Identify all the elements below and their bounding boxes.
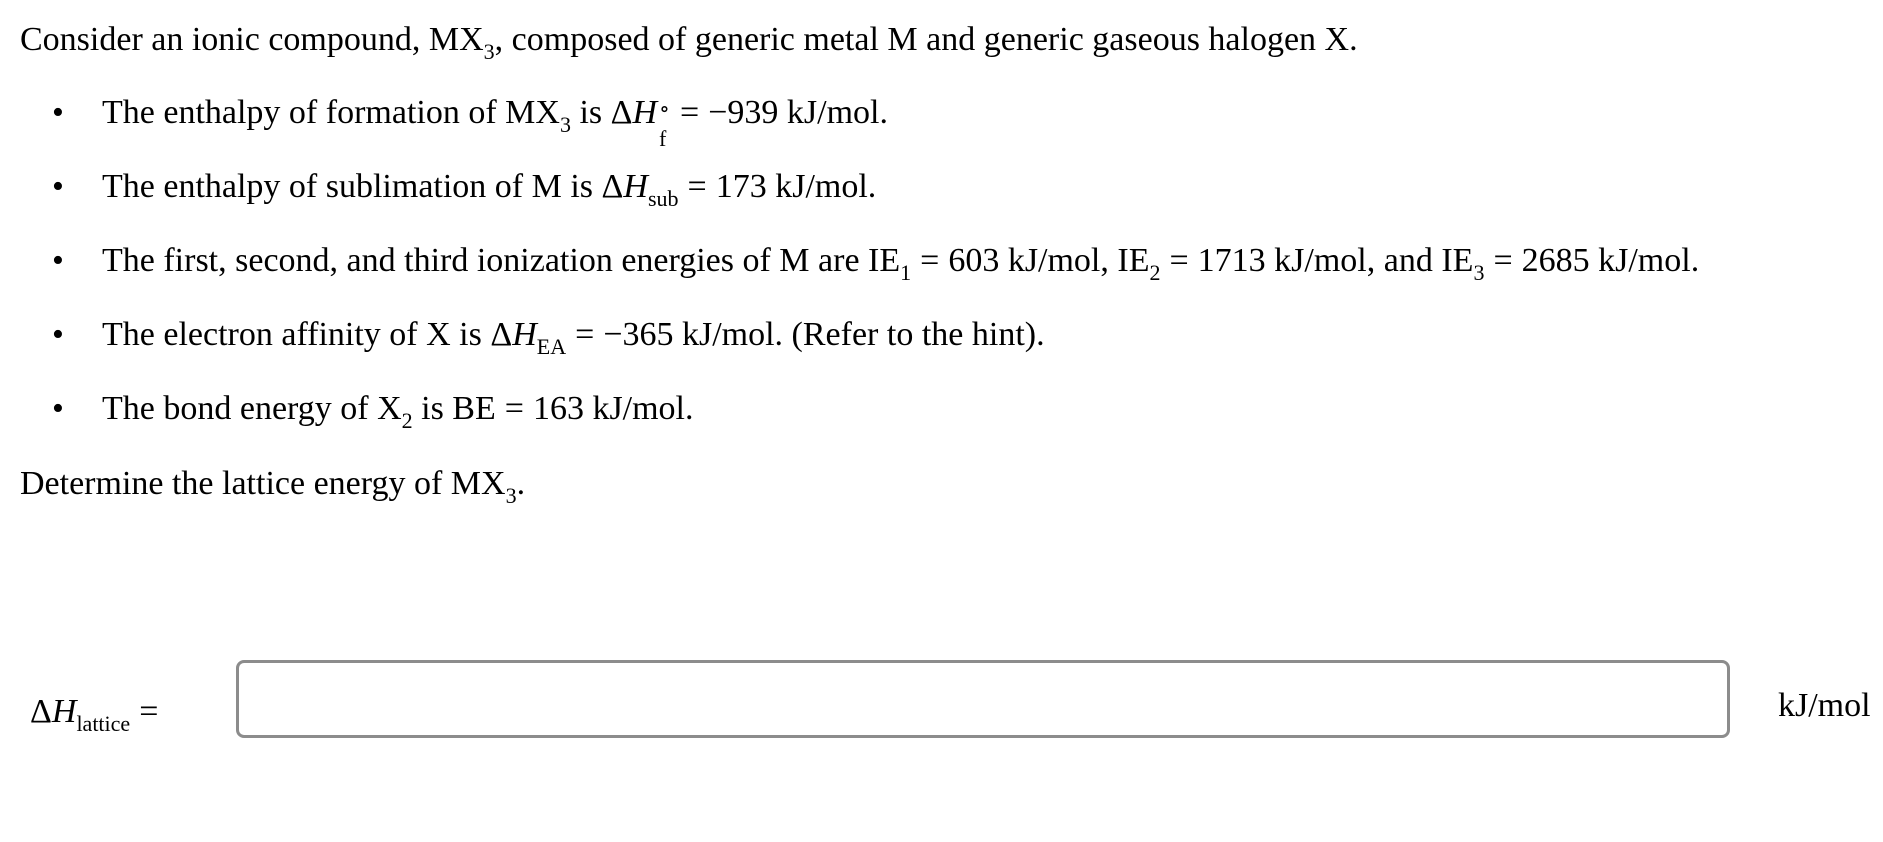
- equals-sign: =: [687, 168, 707, 205]
- math-symbol: H: [623, 168, 648, 205]
- fact-subscript: 3: [1473, 260, 1485, 285]
- bullet-icon: •: [52, 390, 64, 427]
- fact-subscript: 2: [401, 408, 413, 433]
- fact-text: The enthalpy of formation of MX: [102, 94, 560, 131]
- bullet-icon: •: [52, 316, 64, 353]
- fact-subscript: sub: [647, 186, 679, 211]
- list-item-enthalpy-formation: • The enthalpy of formation of $MX_3$ is ΔH ∘ f = −939 kJ/mol.: [52, 94, 888, 151]
- question-subscript: 3: [505, 483, 517, 508]
- fact-value: −939 kJ/mol.: [708, 94, 888, 131]
- fact-value: 1713 kJ/mol, and IE: [1197, 242, 1474, 279]
- math-symbol: H: [51, 693, 77, 730]
- fact-value: 603 kJ/mol, IE: [948, 242, 1150, 279]
- fact-subscript: EA: [536, 334, 567, 359]
- unit-label: kJ/mol: [1778, 687, 1871, 724]
- equals-sign: =: [139, 693, 159, 730]
- lattice-energy-input[interactable]: [236, 660, 1730, 738]
- list-item-ionization-energies: [52, 241, 1700, 285]
- math-symbol: H: [632, 94, 658, 131]
- math-symbol: H: [512, 316, 537, 353]
- equals-sign: =: [1169, 242, 1189, 279]
- bullet-icon: •: [52, 168, 64, 205]
- equals-sign: =: [680, 94, 700, 131]
- answer-subscript: lattice: [76, 711, 131, 736]
- equals-sign: =: [575, 316, 595, 353]
- fact-subscript: 3: [559, 112, 571, 137]
- equals-sign: =: [504, 390, 524, 427]
- fact-value: 2685 kJ/mol.: [1521, 242, 1700, 279]
- fact-subscript: 1: [900, 260, 912, 285]
- question-prompt: [20, 464, 526, 508]
- intro-text-continued: , composed of generic metal M and generic gaseous halogen X.: [494, 21, 1358, 58]
- fact-text: The bond energy of X: [102, 390, 402, 427]
- question-end: .: [516, 465, 526, 502]
- delta-symbol: Δ: [30, 693, 52, 730]
- equals-sign: =: [1493, 242, 1513, 279]
- fact-value: 163 kJ/mol.: [532, 390, 694, 427]
- list-item-bond-energy: [52, 389, 694, 433]
- question-text: Determine the lattice energy of MX: [20, 465, 506, 502]
- intro-subscript: 3: [483, 39, 495, 64]
- fact-text: is Δ: [570, 94, 633, 131]
- equals-sign: =: [920, 242, 940, 279]
- list-item-electron-affinity: [52, 315, 1045, 359]
- fact-subscript: 2: [1149, 260, 1161, 285]
- answer-label: [30, 692, 167, 736]
- intro-text: Consider an ionic compound, MX: [20, 21, 484, 58]
- fact-value: −365 kJ/mol. (Refer to the hint).: [603, 316, 1045, 353]
- bullet-icon: •: [52, 94, 64, 131]
- bullet-icon: •: [52, 242, 64, 279]
- problem-intro: [20, 20, 1358, 64]
- list-item-enthalpy-sublimation: [52, 167, 877, 211]
- fact-value: 173 kJ/mol.: [715, 168, 877, 205]
- fact-text: is BE: [412, 390, 496, 427]
- fact-text: The enthalpy of sublimation of M is Δ: [102, 168, 624, 205]
- fact-text: The electron affinity of X is Δ: [102, 316, 513, 353]
- fact-text: The first, second, and third ionization energies of M are IE: [102, 242, 901, 279]
